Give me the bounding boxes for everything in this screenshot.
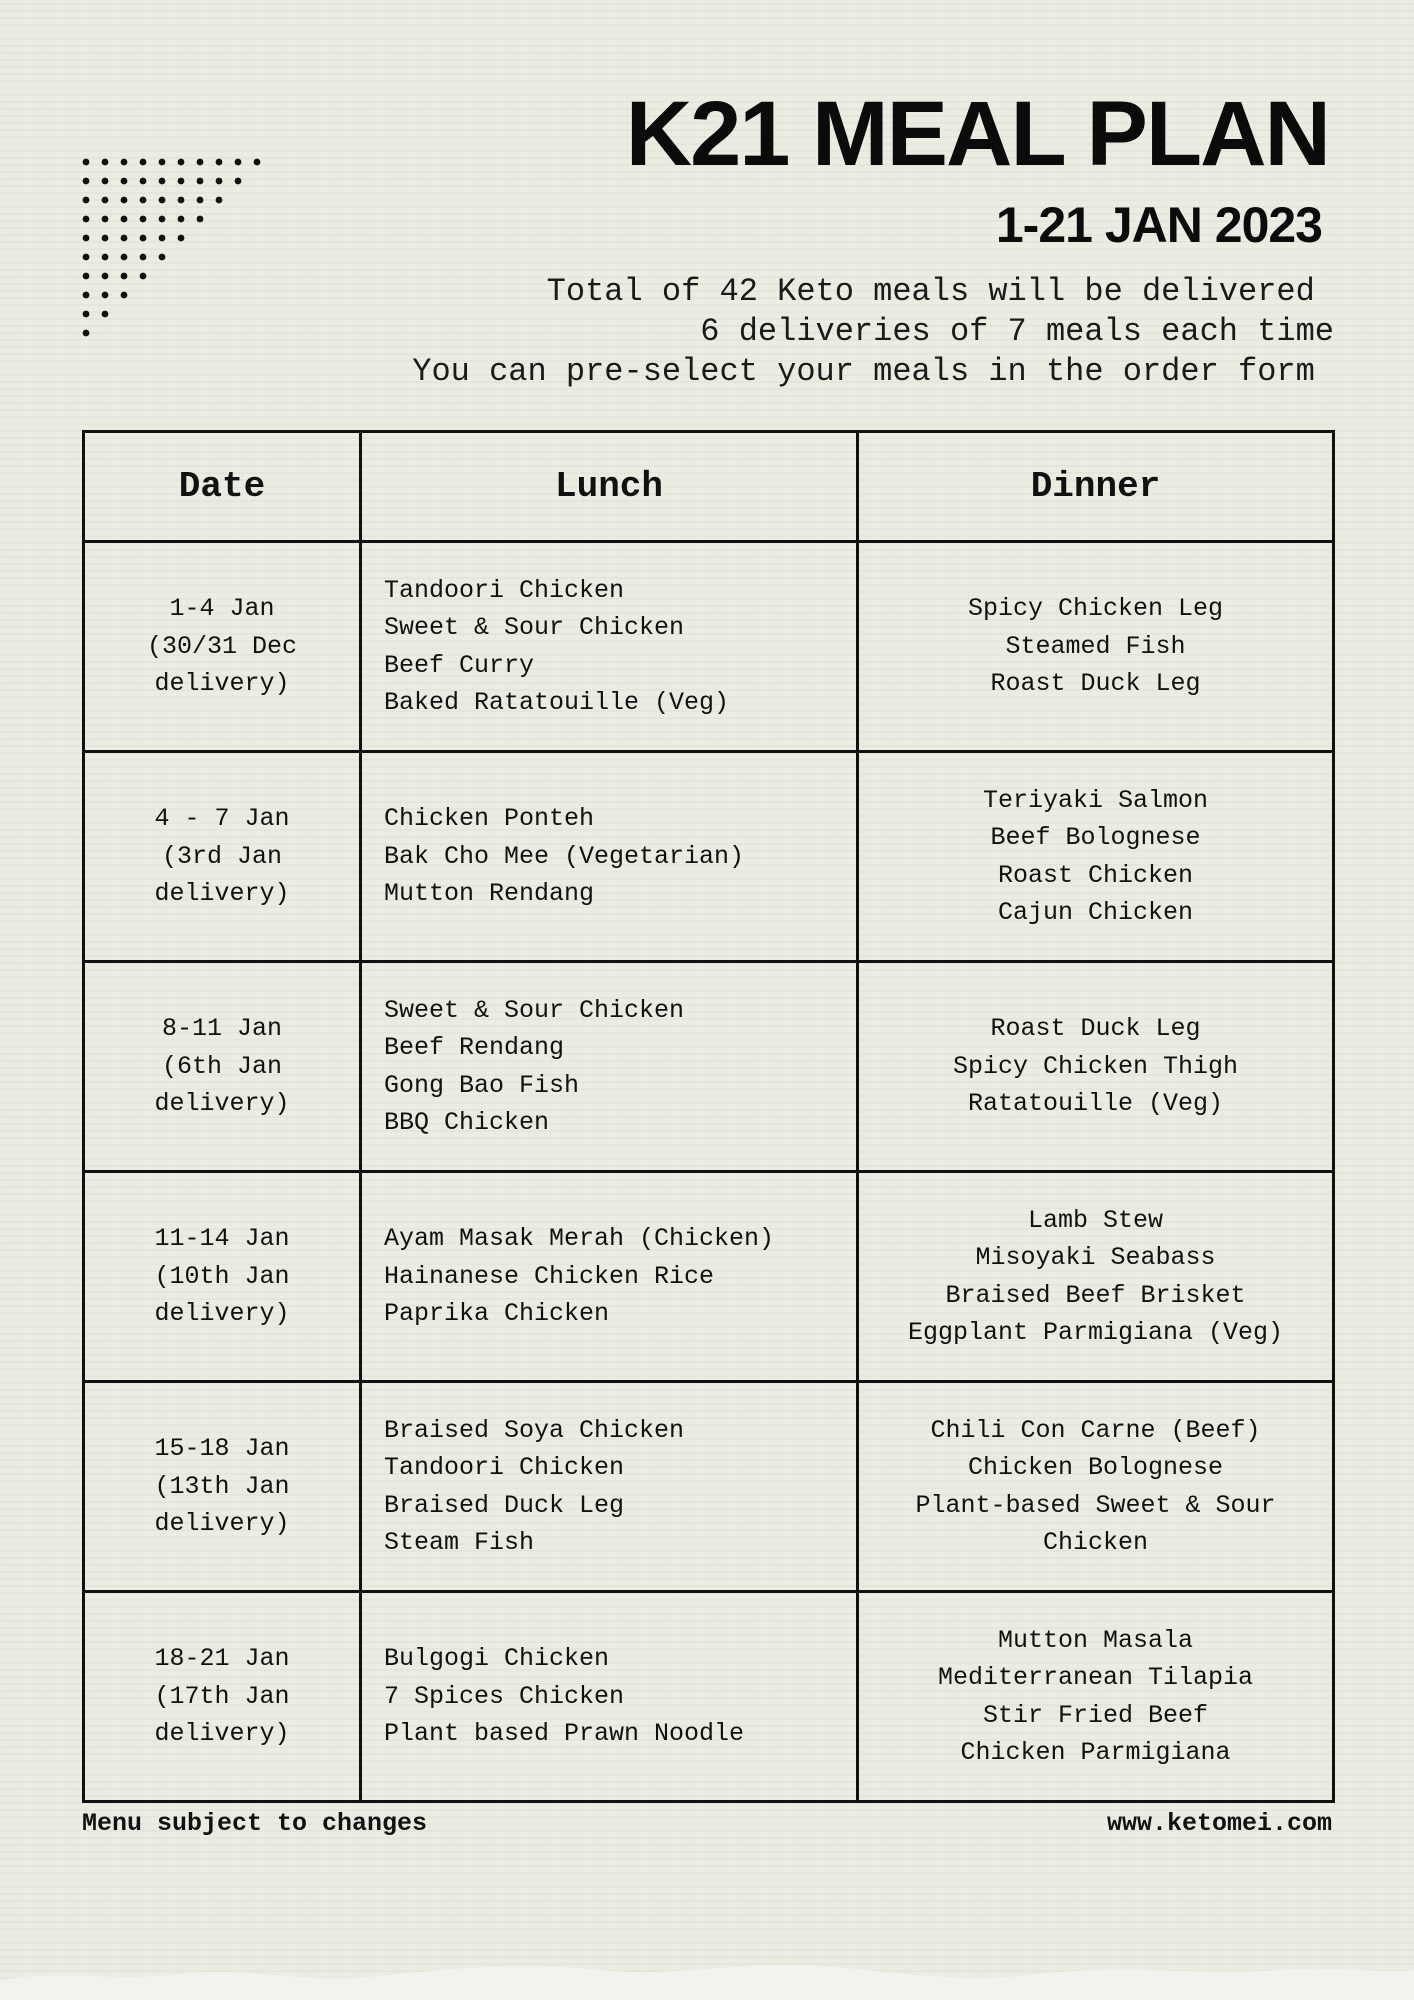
dinner-item: Ratatouille (Veg) (967, 1089, 1224, 1119)
date-item: delivery) (154, 1299, 290, 1329)
date-item: 18-21 Jan (154, 1644, 290, 1674)
dinner-item: Chicken Bolognese (967, 1453, 1224, 1482)
decoration-dot (140, 178, 147, 185)
decoration-dot (102, 273, 109, 280)
decoration-dot (121, 235, 128, 242)
decoration-dot (178, 235, 185, 242)
lunch-item: Gong Bao Fish (384, 1070, 580, 1100)
lunch-item: Sweet & Sour Chicken (384, 995, 685, 1025)
decoration-dot (83, 311, 90, 318)
lunch-item: BBQ Chicken (384, 1108, 550, 1137)
lunch-item: Mutton Rendang (384, 879, 595, 909)
decoration-dot (102, 159, 109, 166)
dinner-cell (858, 962, 1334, 1172)
dinner-item: Roast Duck Leg (990, 669, 1201, 699)
decoration-dot (216, 159, 223, 166)
dinner-cell (858, 1592, 1334, 1802)
date-cell (84, 1172, 361, 1382)
decoration-dot (83, 292, 90, 299)
date-item: (6th Jan (161, 1051, 283, 1081)
decoration-dot (102, 292, 109, 299)
lunch-item: Beef Curry (384, 650, 535, 680)
decoration-dot (121, 273, 128, 280)
dinner-cell (858, 542, 1334, 752)
decoration-dot (140, 197, 147, 204)
date-cell (84, 752, 361, 962)
lunch-cell (361, 1382, 858, 1592)
decoration-dot (121, 292, 128, 299)
dinner-item: Eggplant Parmigiana (Veg) (907, 1318, 1284, 1347)
decoration-dot (254, 159, 261, 166)
dinner-item: Stir Fried Beef (982, 1700, 1209, 1730)
date-item: (3rd Jan (161, 841, 283, 871)
dinner-cell (858, 752, 1334, 962)
intro-line: 6 deliveries of 7 meals each time (700, 313, 1334, 350)
table-row (84, 1382, 1334, 1592)
date-item: 15-18 Jan (154, 1434, 290, 1464)
decoration-dot (102, 235, 109, 242)
dinner-item: Mutton Masala (997, 1625, 1194, 1655)
decoration-dot (159, 216, 166, 223)
decoration-dot (121, 159, 128, 166)
date-cell (84, 542, 361, 752)
column-header-dinner: Dinner (858, 432, 1334, 542)
column-header-lunch: Lunch (361, 432, 858, 542)
table-row (84, 962, 1334, 1172)
decoration-dot (121, 254, 128, 261)
lunch-item: Chicken Ponteh (384, 804, 595, 834)
date-item: delivery) (154, 1089, 290, 1119)
decoration-dot (235, 159, 242, 166)
date-item: delivery) (154, 1509, 290, 1539)
date-item: (13th Jan (154, 1471, 290, 1501)
decoration-dot (83, 216, 90, 223)
date-item: 8-11 Jan (161, 1014, 283, 1044)
page-title: K21 MEAL PLAN (625, 83, 1329, 185)
date-item: (10th Jan (154, 1261, 290, 1291)
dinner-item: Teriyaki Salmon (982, 785, 1209, 815)
decoration-dot (140, 159, 147, 166)
lunch-item: Paprika Chicken (384, 1299, 610, 1329)
decoration-dot (121, 216, 128, 223)
dinner-item: Spicy Chicken Leg (967, 594, 1224, 624)
lunch-cell (361, 752, 858, 962)
decoration-dot (178, 197, 185, 204)
lunch-cell (361, 542, 858, 752)
date-item: (17th Jan (154, 1681, 290, 1711)
table-row (84, 1592, 1334, 1802)
lunch-item: Ayam Masak Merah (Chicken) (384, 1224, 775, 1254)
lunch-item: Hainanese Chicken Rice (384, 1261, 715, 1291)
lunch-item: Sweet & Sour Chicken (384, 613, 685, 642)
decoration-dot (83, 159, 90, 166)
decoration-dot (159, 178, 166, 185)
date-range-subtitle: 1-21 JAN 2023 (995, 197, 1322, 253)
decoration-dot (102, 254, 109, 261)
lunch-item: Plant based Prawn Noodle (384, 1719, 745, 1749)
date-item: 11-14 Jan (154, 1224, 290, 1254)
decoration-dot (83, 273, 90, 280)
decoration-dot (83, 197, 90, 204)
dinner-item: Steamed Fish (1005, 631, 1186, 661)
dinner-item: Misoyaki Seabass (975, 1243, 1216, 1272)
decoration-dot (197, 197, 204, 204)
date-cell (84, 1592, 361, 1802)
dinner-item: Mediterranean Tilapia (937, 1663, 1254, 1692)
date-cell (84, 1382, 361, 1592)
dinner-item: Plant-based Sweet & Sour (915, 1490, 1276, 1520)
decoration-dot (83, 178, 90, 185)
decoration-dot (178, 216, 185, 223)
dinner-item: Lamb Stew (1027, 1205, 1164, 1235)
decoration-dot (159, 197, 166, 204)
meal-plan-table (82, 430, 1335, 1803)
lunch-item: Bulgogi Chicken (384, 1644, 610, 1674)
lunch-item: Beef Rendang (384, 1033, 565, 1062)
decoration-dot (216, 197, 223, 204)
lunch-cell (361, 1172, 858, 1382)
decoration-dot (178, 178, 185, 185)
decoration-dot (102, 197, 109, 204)
dinner-cell (858, 1172, 1334, 1382)
lunch-item: Steam Fish (384, 1528, 535, 1557)
dinner-item: Chili Con Carne (Beef) (930, 1415, 1261, 1445)
dinner-item: Roast Chicken (997, 860, 1194, 890)
date-item: delivery) (154, 879, 290, 909)
decoration-dot (140, 216, 147, 223)
decoration-dot (140, 273, 147, 280)
decoration-dot (102, 311, 109, 318)
lunch-item: Tandoori Chicken (384, 1453, 625, 1482)
intro-line: You can pre-select your meals in the order form (412, 353, 1334, 390)
decoration-dot (235, 178, 242, 185)
table-row (84, 752, 1334, 962)
dinner-item: Cajun Chicken (997, 898, 1194, 927)
dinner-item: Braised Beef Brisket (945, 1280, 1246, 1310)
website-link[interactable]: www.ketomei.com (1106, 1809, 1332, 1838)
lunch-item: Tandoori Chicken (384, 575, 625, 605)
dinner-item: Spicy Chicken Thigh (952, 1051, 1239, 1081)
dinner-item: Chicken (1042, 1528, 1149, 1557)
decoration-dot (159, 235, 166, 242)
column-header-date: Date (84, 432, 361, 542)
decoration-dot (159, 159, 166, 166)
decoration-dot (121, 178, 128, 185)
lunch-item: Braised Soya Chicken (384, 1415, 685, 1445)
lunch-item: 7 Spices Chicken (384, 1681, 625, 1711)
decoration-dot (197, 178, 204, 185)
decoration-dot (140, 254, 147, 261)
table-row (84, 1172, 1334, 1382)
decoration-dot (83, 330, 90, 337)
dinner-cell (858, 1382, 1334, 1592)
decoration-dot (121, 197, 128, 204)
decoration-dot (140, 235, 147, 242)
menu-disclaimer: Menu subject to changes (82, 1809, 428, 1838)
dot-grid-decoration (76, 154, 276, 344)
decoration-dot (197, 159, 204, 166)
lunch-item: Braised Duck Leg (384, 1490, 625, 1520)
lunch-cell (361, 962, 858, 1172)
decoration-dot (216, 178, 223, 185)
table-header-row (84, 432, 1334, 542)
table-body (84, 542, 1334, 1802)
date-item: 1-4 Jan (169, 594, 275, 624)
decoration-dot (178, 159, 185, 166)
lunch-cell (361, 1592, 858, 1802)
date-item: (30/31 Dec (146, 631, 298, 661)
intro-line: Total of 42 Keto meals will be delivered (546, 273, 1334, 310)
date-item: delivery) (154, 1719, 290, 1749)
intro-text (412, 272, 1334, 392)
decoration-dot (83, 235, 90, 242)
dinner-item: Roast Duck Leg (990, 1014, 1201, 1044)
decoration-dot (159, 254, 166, 261)
decoration-dot (102, 216, 109, 223)
date-cell (84, 962, 361, 1172)
lunch-item: Bak Cho Mee (Vegetarian) (384, 841, 745, 871)
table-row (84, 542, 1334, 752)
date-item: 4 - 7 Jan (154, 804, 290, 834)
decoration-dot (197, 216, 204, 223)
decoration-dot (83, 254, 90, 261)
date-item: delivery) (154, 669, 290, 699)
torn-paper-edge (0, 1940, 1414, 2000)
lunch-item: Baked Ratatouille (Veg) (384, 688, 730, 717)
dinner-item: Chicken Parmigiana (960, 1738, 1231, 1767)
dinner-item: Beef Bolognese (990, 823, 1201, 852)
decoration-dot (102, 178, 109, 185)
